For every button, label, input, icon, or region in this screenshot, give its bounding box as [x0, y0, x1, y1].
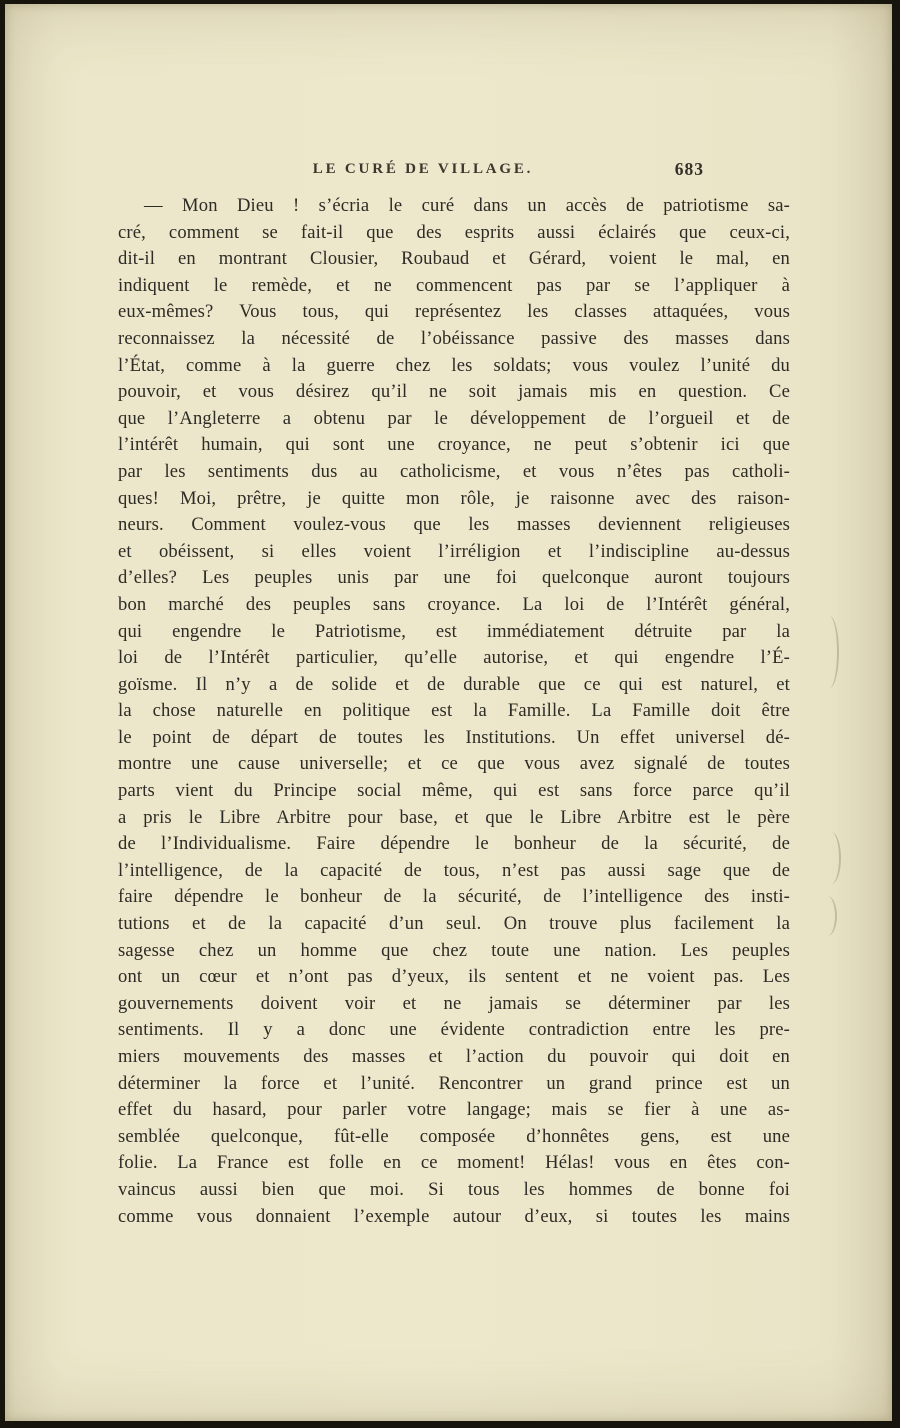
pencil-mark: [821, 896, 837, 936]
text-line: déterminer la force et l’unité. Rencontrer un grand prince est un: [118, 1072, 790, 1094]
text-line: l’intérêt humain, qui sont une croyance, ne peut s’obtenir ici que: [118, 434, 790, 456]
text-line: gouvernements doivent voir et ne jamais se déterminer par les: [118, 992, 790, 1014]
text-line: dit-il en montrant Clousier, Roubaud et Gérard, voient le mal, en: [118, 248, 790, 270]
text-line: — Mon Dieu ! s’écria le curé dans un accès de patriotisme sa-: [144, 195, 790, 216]
text-line: sagesse chez un homme que chez toute une nation. Les peuples: [118, 939, 790, 961]
text-line: loi de l’Intérêt particulier, qu’elle autorise, et qui engendre l’É-: [118, 647, 790, 669]
text-line: reconnaissez la nécessité de l’obéissance passive des masses dans: [118, 327, 790, 349]
page-number: 683: [674, 159, 704, 179]
text-line: montre une cause universelle; et ce que vous avez signalé de toutes: [118, 753, 790, 775]
text-line: pouvoir, et vous désirez qu’il ne soit jamais mis en question. Ce: [118, 381, 790, 403]
text-line: miers mouvements des masses et l’action du pouvoir qui doit en: [118, 1046, 790, 1067]
text-line: la chose naturelle en politique est la Famille. La Famille doit être: [118, 700, 790, 722]
text-line: l’intelligence, de la capacité de tous, n’est pas aussi sage que de: [118, 859, 790, 881]
pencil-mark: [825, 832, 841, 884]
text-line: eux-mêmes? Vous tous, qui représentez les classes attaquées, vous: [118, 301, 790, 323]
text-line: effet du hasard, pour parler votre langage; mais se fier à une as-: [118, 1099, 790, 1121]
text-line: de l’Individualisme. Faire dépendre le bonheur de la sécurité, de: [118, 833, 790, 855]
text-line: le point de départ de toutes les Institutions. Un effet universel dé-: [118, 726, 790, 748]
text-line: parts vient du Principe social même, qui est sans force parce qu’il: [118, 780, 790, 802]
text-line: par les sentiments dus au catholicisme, et vous n’êtes pas catholi-: [118, 460, 790, 482]
pencil-mark: [823, 616, 839, 688]
text-line: semblée quelconque, fût-elle composée d’honnêtes gens, est une: [118, 1125, 790, 1147]
text-line: l’État, comme à la guerre chez les soldats; vous voulez l’unité du: [118, 354, 790, 376]
text-line: bon marché des peuples sans croyance. La loi de l’Intérêt général,: [118, 593, 790, 615]
text-line: que l’Angleterre a obtenu par le développement de l’orgueil et de: [118, 407, 790, 429]
text-line: neurs. Comment voulez-vous que les masses deviennent religieuses: [118, 514, 790, 536]
text-line: faire dépendre le bonheur de la sécurité, de l’intelligence des insti-: [118, 886, 790, 908]
text-line: a pris le Libre Arbitre pour base, et que le Libre Arbitre est le père: [118, 806, 790, 828]
text-line: qui engendre le Patriotisme, est immédiatement détruite par la: [118, 620, 790, 642]
text-line: indiquent le remède, et ne commencent pas par se l’appliquer à: [118, 274, 790, 296]
header-title: LE CURÉ DE VILLAGE.: [312, 161, 534, 177]
text-line: vaincus aussi bien que moi. Si tous les hommes de bonne foi: [118, 1178, 790, 1200]
text-block: [118, 193, 790, 1230]
text-line: goïsme. Il n’y a de solide et de durable que ce qui est naturel, et: [118, 673, 790, 695]
text-line: et obéissent, si elles voient l’irréligion et l’indiscipline au-dessus: [118, 540, 790, 562]
text-line: folie. La France est folle en ce moment! Hélas! vous en êtes con-: [118, 1152, 790, 1174]
book-page: [5, 4, 892, 1421]
text-line: ont un cœur et n’ont pas d’yeux, ils sentent et ne voient pas. Les: [118, 966, 790, 988]
text-line: cré, comment se fait-il que des esprits aussi éclairés que ceux-ci,: [118, 221, 790, 243]
running-header: [118, 161, 790, 183]
text-line: tutions et de la capacité d’un seul. On trouve plus facilement la: [118, 913, 790, 935]
text-line: ques! Moi, prêtre, je quitte mon rôle, je raisonne avec des raison-: [118, 487, 790, 509]
text-line: comme vous donnaient l’exemple autour d’eux, si toutes les mains: [118, 1205, 790, 1227]
text-line: sentiments. Il y a donc une évidente contradiction entre les pre-: [118, 1019, 790, 1041]
text-line: d’elles? Les peuples unis par une foi quelconque auront toujours: [118, 567, 790, 589]
